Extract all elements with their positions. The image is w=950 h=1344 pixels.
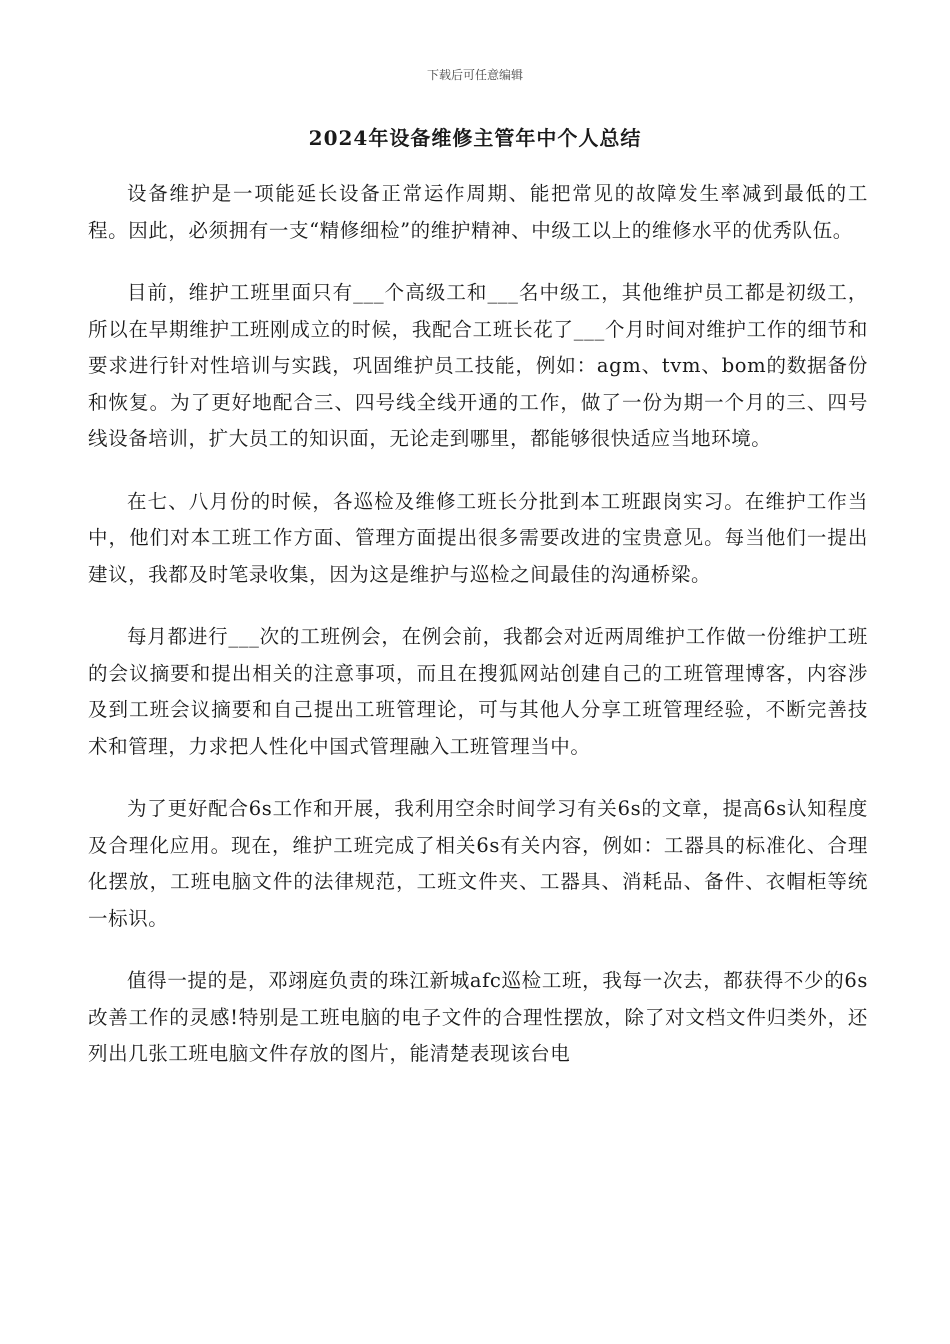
document-body: [88, 176, 868, 1099]
paragraph-5: 为了更好配合6s工作和开展，我利用空余时间学习有关6s的文章，提高6s认知程度及合理化应用。现在，维护工班完成了相关6s有关内容，例如：工器具的标准化、合理化摆放，工班电脑文件的法律规范，工班文件夹、工器具、消耗品、备件、衣帽柜等统一标识。: [88, 797, 868, 930]
header-note: 下载后可任意编辑: [426, 68, 523, 82]
paragraph-3: 在七、八月份的时候，各巡检及维修工班长分批到本工班跟岗实习。在维护工作当中，他们对本工班工作方面、管理方面提出很多需要改进的宝贵意见。每当他们一提出建议，我都及时笔录收集，因为这是维护与巡检之间最佳的沟通桥梁。: [88, 489, 868, 586]
paragraph-2: 目前，维护工班里面只有___个高级工和___名中级工，其他维护员工都是初级工，所以在早期维护工班刚成立的时候，我配合工班长花了___个月时间对维护工作的细节和要求进行针对性培训与实践，巩固维护员工技能，例如：agm、tvm、bom的数据备份和恢复。为了更好地配合三、四号线全线开通的工作，做了一份为期一个月的三、四号线设备培训，扩大员工的知识面，无论走到哪里，都能够很快适应当地环境。: [88, 281, 868, 450]
paragraph-1: 设备维护是一项能延长设备正常运作周期、能把常见的故障发生率减到最低的工程。因此，必须拥有一支“精修细检”的维护精神、中级工以上的维修水平的优秀队伍。: [88, 182, 868, 242]
paragraph-4: 每月都进行___次的工班例会，在例会前，我都会对近两周维护工作做一份维护工班的会议摘要和提出相关的注意事项，而且在搜狐网站创建自己的工班管理博客，内容涉及到工班会议摘要和自己提出工班管理论，可与其他人分享工班管理经验，不断完善技术和管理，力求把人性化中国式管理融入工班管理当中。: [88, 625, 868, 758]
document-title: 2024年设备维修主管年中个人总结: [308, 126, 642, 150]
paragraph-6: 值得一提的是，邓翊庭负责的珠江新城afc巡检工班，我每一次去，都获得不少的6s改善工作的灵感!特别是工班电脑的电子文件的合理性摆放，除了对文档文件归类外，还列出几张工班电脑文件存放的图片，能清楚表现该台电: [88, 969, 868, 1065]
